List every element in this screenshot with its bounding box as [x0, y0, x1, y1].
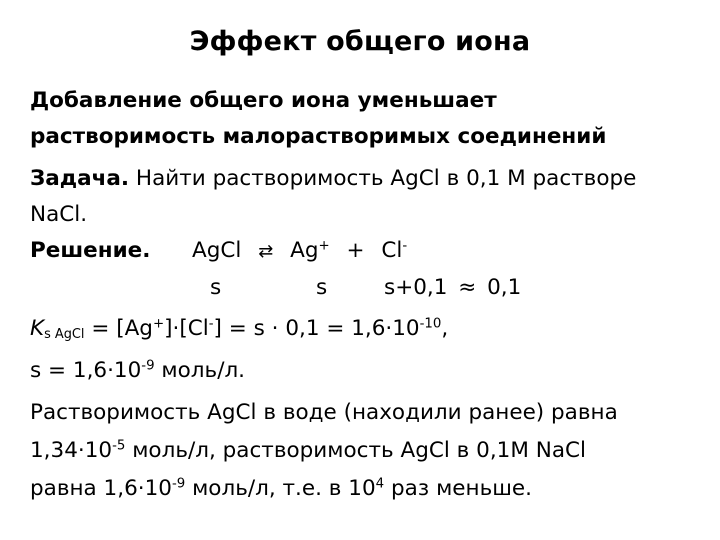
eq-agcl: AgCl	[192, 238, 242, 263]
equilibrium-equation	[192, 238, 407, 263]
conc-s-1: s	[210, 275, 222, 300]
s-exponent: -9	[141, 358, 155, 374]
intro-line-1: Добавление общего иона уменьшает	[30, 88, 497, 113]
s-line	[30, 358, 245, 383]
conclusion-line-1: Растворимость AgCl в воде (находили ранее) равна	[30, 400, 618, 425]
concl3-exponent-2: 4	[375, 476, 385, 492]
ks-expr-1: = [Ag	[84, 316, 153, 341]
eq-ag: Ag	[290, 238, 319, 263]
task-label: Задача.	[30, 166, 130, 191]
conc-s-2: s	[316, 275, 328, 300]
conc-s-3	[384, 275, 521, 300]
concl3-b: моль/л, т.е. в 10	[185, 476, 376, 501]
task-line-2: NaCl.	[30, 202, 88, 227]
ks-minus: -	[208, 316, 214, 332]
eq-cl-charge: -	[402, 238, 408, 254]
ks-symbol: K	[30, 316, 45, 341]
concl3-c: раз меньше.	[384, 476, 532, 501]
conclusion-line-3	[30, 476, 532, 501]
ks-expr-2: ]·[Cl	[164, 316, 209, 341]
task-text-1: Найти растворимость AgCl в 0,1 М растворе	[129, 166, 637, 191]
task-line-1	[30, 166, 636, 191]
intro-line-2: растворимость малорастворимых соединений	[30, 124, 607, 149]
eq-ag-charge: +	[318, 238, 330, 254]
ks-end: ,	[441, 316, 449, 341]
concl2-b: моль/л, растворимость AgCl в 0,1M NaCl	[125, 438, 586, 463]
eq-plus: +	[346, 238, 365, 263]
concl3-exponent: -9	[171, 476, 186, 492]
ks-exponent: -10	[419, 316, 442, 332]
approx-icon: ≈	[458, 275, 477, 300]
ks-expr-3: ] = s · 0,1 = 1,6·10	[213, 316, 420, 341]
conc-s-plus: s+0,1	[384, 275, 448, 300]
solution-line	[30, 238, 150, 263]
slide-title: Эффект общего иона	[189, 26, 531, 57]
concl2-exponent: -5	[112, 438, 126, 454]
ks-subscript: s AgCl	[44, 327, 85, 343]
equilibrium-arrow-icon: ⇄	[258, 241, 274, 262]
solution-label: Решение.	[30, 238, 151, 263]
ks-plus: +	[152, 316, 165, 332]
eq-cl: Cl	[381, 238, 403, 263]
s-expr: s = 1,6·10	[30, 358, 142, 383]
conclusion-line-2	[30, 438, 586, 463]
s-unit: моль/л.	[154, 358, 246, 383]
concl3-a: равна 1,6·10	[30, 476, 172, 501]
ks-line	[30, 316, 448, 341]
concl2-a: 1,34·10	[30, 438, 113, 463]
conc-value: 0,1	[487, 275, 522, 300]
